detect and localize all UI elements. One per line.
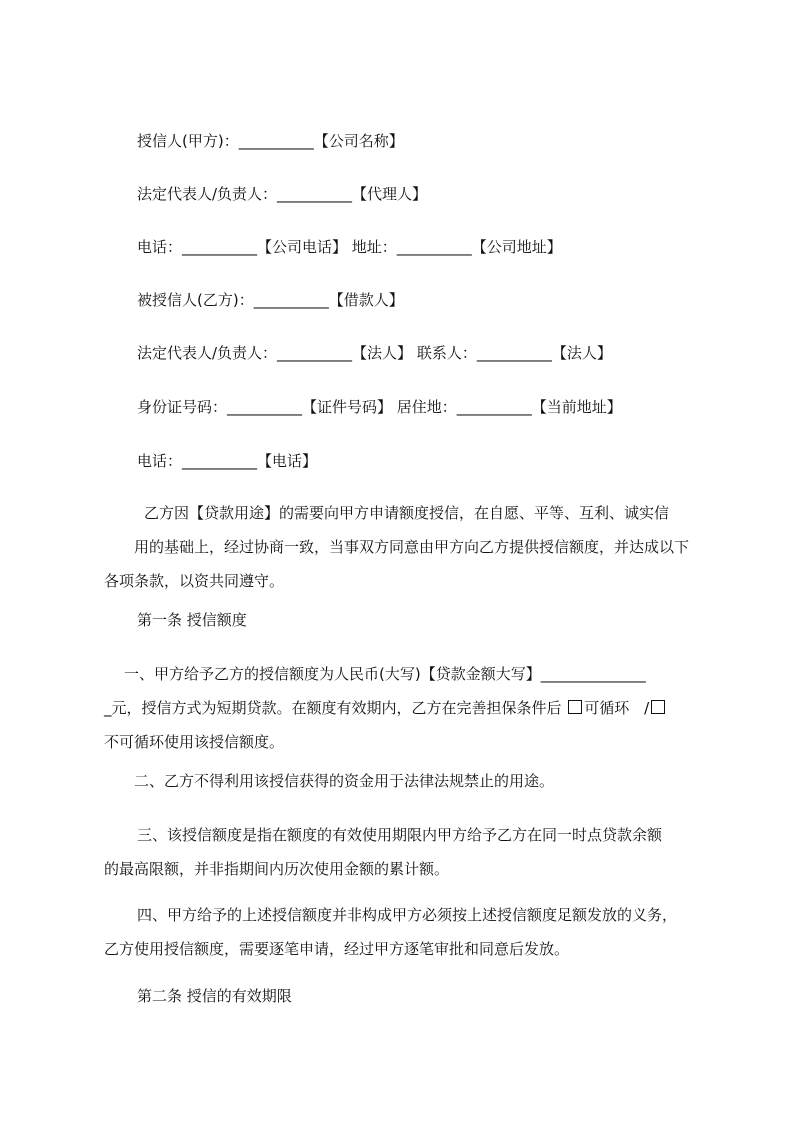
clause-line: 三、该授信额度是指在额度的有效使用期限内甲方给予乙方在同一时点贷款余额 — [137, 826, 663, 844]
grantor-contact-line: 电话：__________【公司电话】 地址：__________【公司地址】 — [137, 238, 562, 256]
clause-line — [104, 691, 704, 725]
grantee-phone-line: 电话：__________【电话】 — [137, 452, 318, 470]
preamble-line: 各项条款，以资共同遵守。 — [104, 572, 285, 590]
preamble-line: 用的基础上，经过协商一致，当事双方同意由甲方向乙方提供授信额度，并达成以下 — [134, 538, 690, 556]
clause-4-paragraph — [104, 898, 704, 966]
article-2-title: 第二条 授信的有效期限 — [137, 987, 292, 1005]
grantee-line: 被授信人(乙方)：__________【借款人】 — [137, 291, 404, 309]
article-1-title: 第一条 授信额度 — [137, 611, 247, 629]
option-cyclic-label: 可循环 — [584, 699, 630, 717]
preamble-paragraph — [104, 496, 704, 598]
clause-3-paragraph — [104, 818, 704, 886]
clause-line: 一、甲方给予乙方的授信额度为人民币(大写)【贷款金额大写】______________ — [124, 665, 646, 683]
clause-line: 不可循环使用该授信额度。 — [104, 733, 285, 751]
clause-line: 四、甲方给予的上述授信额度并非构成甲方必须按上述授信额度足额发放的义务， — [137, 906, 678, 924]
preamble-line: 乙方因【贷款用途】的需要向甲方申请额度授信，在自愿、平等、互利、诚实信 — [144, 504, 670, 522]
clause-2-paragraph — [104, 764, 704, 798]
clause-line: 二、乙方不得利用该授信获得的资金用于法律法规禁止的用途。 — [134, 772, 555, 790]
clause-1-paragraph — [104, 657, 704, 759]
checkbox-cyclic[interactable] — [568, 700, 582, 714]
grantor-line: 授信人(甲方)：__________【公司名称】 — [137, 132, 404, 150]
clause-line: 乙方使用授信额度，需要逐笔申请，经过甲方逐笔审批和同意后发放。 — [104, 940, 570, 958]
checkbox-non-cyclic[interactable] — [651, 700, 665, 714]
clause-text: _元，授信方式为短期贷款。在额度有效期内，乙方在完善担保条件后 — [104, 699, 562, 717]
option-separator: / — [644, 699, 650, 717]
clause-line: 的最高限额，并非指期间内历次使用金额的累计额。 — [104, 860, 450, 878]
grantor-representative-line: 法定代表人/负责人：__________【代理人】 — [137, 185, 428, 203]
grantee-representative-line: 法定代表人/负责人：__________【法人】 联系人：__________【法人】 — [137, 344, 612, 362]
grantee-id-line: 身份证号码：__________【证件号码】 居住地：__________【当前地址】 — [137, 398, 622, 416]
